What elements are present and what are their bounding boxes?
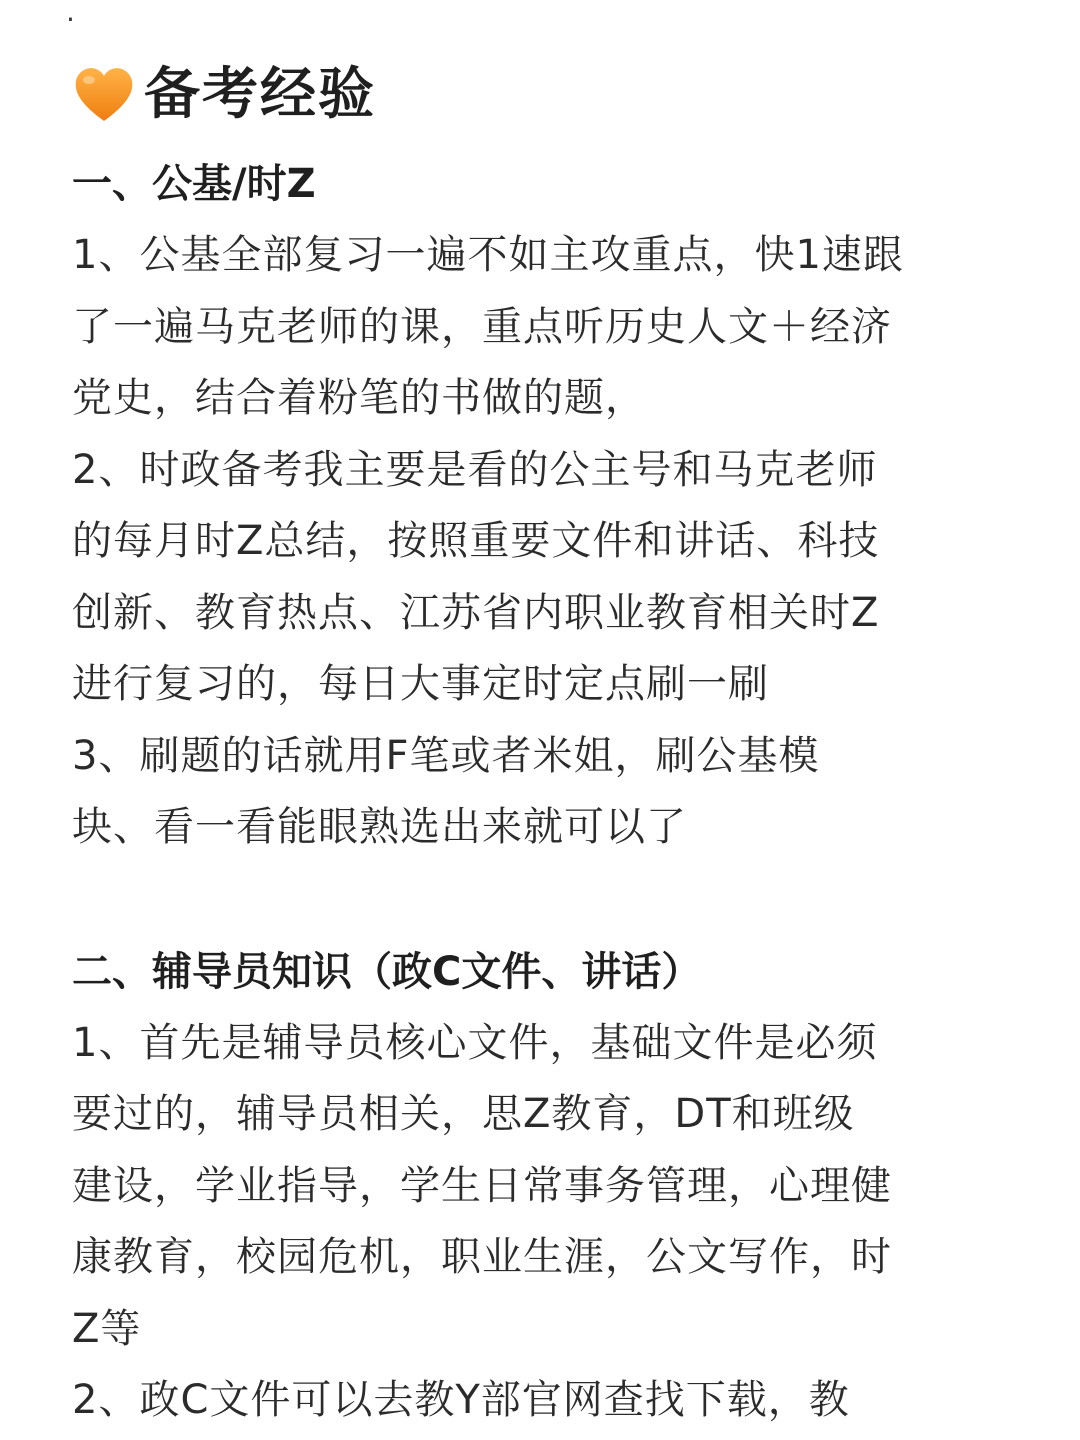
paragraph-item [72,435,1012,721]
paragraph-line: 块、看一看能眼熟选出来就可以了 [72,804,687,850]
paragraph-line: 1、首先是辅导员核心文件，基础文件是必须 [72,1019,878,1066]
paragraph-line: 3、刷题的话就用F笔或者米姐，刷公基模 [72,732,820,779]
paragraph-line: 1、公基全部复习一遍不如主攻重点，快1速跟 [72,232,904,278]
paragraph-item [72,220,1012,435]
paragraph-line: 进行复习的，每日大事定时定点刷一刷 [72,661,769,707]
note-content [72,52,1012,1437]
section-title-public-basics: 一、公基/时Z [72,161,316,207]
orange-heart-icon [72,63,136,127]
paragraph-item [72,1365,1012,1437]
paragraph-line: 创新、教育热点、江苏省内职业教育相关时Z [72,589,880,636]
paragraph-item [72,721,1012,864]
paragraph-line: 的每月时Z总结，按照重要文件和讲话、科技 [72,518,880,564]
paragraph-line: 要过的，辅导员相关，思Z教育，DT和班级 [72,1091,855,1137]
paragraph-line: 2、时政备考我主要是看的公主号和马克老师 [72,446,878,493]
paragraph-line: 2、政C文件可以去教Y部官网查找下载，教 [72,1377,850,1423]
paragraph-item [72,1008,1012,1366]
page-title: 备考经验 [144,62,376,127]
top-dot: · [66,3,75,36]
paragraph-line: Z等 [72,1305,142,1352]
paragraph-line: 了一遍马克老师的课，重点听历史人文＋经济 [72,303,892,350]
paragraph-line: 康教育，校园危机，职业生涯，公文写作，时 [72,1234,892,1280]
section-title-counselor-knowledge: 二、辅导员知识（政C文件、讲话） [72,948,702,995]
section-spacer [72,864,1012,936]
paragraph-line: 建设，学业指导，学生日常事务管理，心理健 [72,1162,892,1209]
paragraph-line: 党史，结合着粉笔的书做的题， [72,375,646,421]
note-header [72,52,1012,138]
